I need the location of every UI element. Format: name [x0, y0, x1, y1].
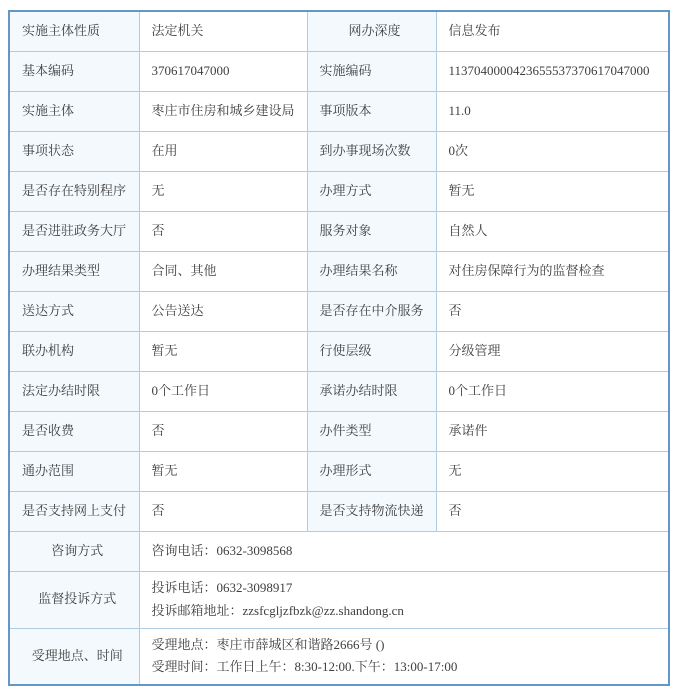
consult-phone-text: 咨询电话：0632-3098568 — [151, 542, 293, 558]
field-label: 事项状态 — [9, 131, 139, 171]
field-label: 监督投诉方式 — [9, 571, 139, 628]
field-value — [139, 628, 669, 685]
field-value: 否 — [436, 291, 669, 331]
field-value: 分级管理 — [436, 331, 669, 371]
table-row — [9, 331, 669, 371]
field-label: 到办事现场次数 — [307, 131, 436, 171]
table-row — [9, 11, 669, 51]
field-value: 否 — [139, 491, 307, 531]
field-value: 否 — [436, 491, 669, 531]
table-row — [9, 371, 669, 411]
table-row — [9, 91, 669, 131]
field-value: 否 — [139, 211, 307, 251]
field-value: 暂无 — [139, 331, 307, 371]
table-row — [9, 131, 669, 171]
field-label: 行使层级 — [307, 331, 436, 371]
field-label: 咨询方式 — [9, 531, 139, 571]
field-label: 办件类型 — [307, 411, 436, 451]
field-label: 实施编码 — [307, 51, 436, 91]
table-row — [9, 171, 669, 211]
field-label: 是否支持网上支付 — [9, 491, 139, 531]
field-value: 信息发布 — [436, 11, 669, 51]
accept-time-text: 受理时间：工作日上午：8:30-12:00.下午：13:00-17:00 — [151, 659, 458, 675]
table-row — [9, 491, 669, 531]
field-value: 暂无 — [436, 171, 669, 211]
field-value: 0个工作日 — [436, 371, 669, 411]
table-row-supervise — [9, 571, 669, 628]
field-label: 送达方式 — [9, 291, 139, 331]
field-value: 无 — [139, 171, 307, 211]
service-info-table — [8, 10, 670, 686]
field-value: 0次 — [436, 131, 669, 171]
field-label: 事项版本 — [307, 91, 436, 131]
field-value: 11.0 — [436, 91, 669, 131]
field-value: 在用 — [139, 131, 307, 171]
field-label: 受理地点、时间 — [9, 628, 139, 685]
field-value: 法定机关 — [139, 11, 307, 51]
accept-address-text: 受理地点：枣庄市薛城区和谐路2666号 () — [151, 637, 385, 653]
field-label: 是否收费 — [9, 411, 139, 451]
table-row — [9, 51, 669, 91]
table-row — [9, 451, 669, 491]
complaint-email-text: 投诉邮箱地址：zzsfcgljzfbzk@zz.shandong.cn — [151, 602, 404, 618]
field-label: 承诺办结时限 — [307, 371, 436, 411]
field-value: 承诺件 — [436, 411, 669, 451]
field-value: 否 — [139, 411, 307, 451]
table-row — [9, 251, 669, 291]
table-row-consult — [9, 531, 669, 571]
field-label: 基本编码 — [9, 51, 139, 91]
field-value: 枣庄市住房和城乡建设局 — [139, 91, 307, 131]
table-row-accept — [9, 628, 669, 685]
field-value — [139, 571, 669, 628]
field-label: 办理结果名称 — [307, 251, 436, 291]
field-label: 实施主体 — [9, 91, 139, 131]
field-value: 1137040000423655537370617047000 — [436, 51, 669, 91]
field-value: 自然人 — [436, 211, 669, 251]
field-value: 无 — [436, 451, 669, 491]
field-label: 办理形式 — [307, 451, 436, 491]
field-label: 服务对象 — [307, 211, 436, 251]
field-label: 法定办结时限 — [9, 371, 139, 411]
field-value: 合同、其他 — [139, 251, 307, 291]
complaint-phone-text: 投诉电话：0632-3098917 — [151, 580, 293, 596]
field-label: 实施主体性质 — [9, 11, 139, 51]
field-label: 是否存在特别程序 — [9, 171, 139, 211]
field-value: 370617047000 — [139, 51, 307, 91]
table-row — [9, 411, 669, 451]
field-label: 网办深度 — [307, 11, 436, 51]
field-label: 是否存在中介服务 — [307, 291, 436, 331]
field-label: 是否进驻政务大厅 — [9, 211, 139, 251]
table-row — [9, 211, 669, 251]
field-label: 联办机构 — [9, 331, 139, 371]
field-label: 是否支持物流快递 — [307, 491, 436, 531]
field-value: 暂无 — [139, 451, 307, 491]
field-value — [139, 531, 669, 571]
field-value: 0个工作日 — [139, 371, 307, 411]
table-row — [9, 291, 669, 331]
field-value: 公告送达 — [139, 291, 307, 331]
field-value: 对住房保障行为的监督检查 — [436, 251, 669, 291]
field-label: 办理结果类型 — [9, 251, 139, 291]
field-label: 办理方式 — [307, 171, 436, 211]
field-label: 通办范围 — [9, 451, 139, 491]
